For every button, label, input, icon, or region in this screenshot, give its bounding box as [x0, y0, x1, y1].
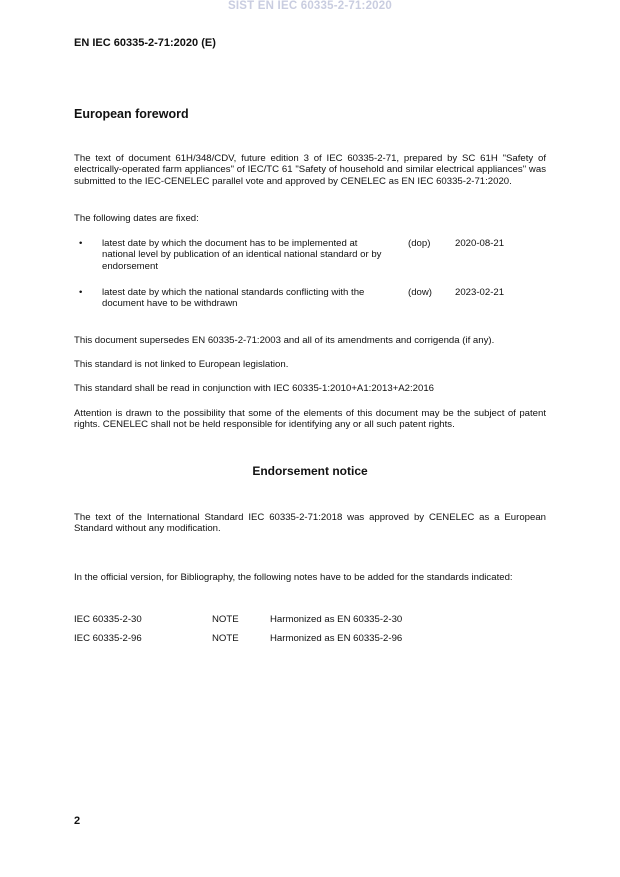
- note-text: Harmonized as EN 60335-2-30: [270, 614, 403, 625]
- bibliography-note-row: [74, 633, 546, 645]
- watermark: SIST EN IEC 60335-2-71:2020: [228, 0, 392, 12]
- conjunction-text: This standard shall be read in conjunction with IEC 60335-1:2010+A1:2013+A2:2016: [74, 383, 435, 394]
- foreword-title: European foreword: [74, 107, 189, 121]
- foreword-section: [74, 107, 189, 121]
- note-standard: IEC 60335-2-30: [74, 614, 142, 625]
- bibliography-note-row: [74, 614, 546, 626]
- date-item-date: 2020-08-21: [455, 238, 505, 249]
- note-label: NOTE: [212, 633, 239, 644]
- bullet: •: [79, 287, 83, 298]
- note-label: NOTE: [212, 614, 239, 625]
- foreword-intro: The text of document 61H/348/CDV, future edition 3 of IEC 60335-2-71, prepared by SC 61H "Safety of electrically-operated farm appliances" of IEC/TC 61 "Safety of household and similar electrical appliances" was submitted to the IEC-CENELEC parallel vote and approved by CENELEC as EN IEC 60335-2-71:2020.: [74, 153, 546, 187]
- bibliography-intro: In the official version, for Bibliography, the following notes have to be added for the standards indicated:: [74, 572, 513, 583]
- dates-intro: The following dates are fixed:: [74, 213, 199, 224]
- date-item-abbr: (dow): [408, 287, 432, 298]
- note-standard: IEC 60335-2-96: [74, 633, 142, 644]
- date-item-abbr: (dop): [408, 238, 431, 249]
- patent-text: Attention is drawn to the possibility that some of the elements of this document may be the subject of patent rights. CENELEC shall not be held responsible for identifying any or all such patent rights.: [74, 408, 546, 431]
- date-item-text: latest date by which the national standards conflicting with the document have to be withdrawn: [102, 287, 365, 310]
- date-item-dop: [74, 238, 546, 274]
- date-item-date: 2023-02-21: [455, 287, 505, 298]
- endorsement-text: The text of the International Standard IEC 60335-2-71:2018 was approved by CENELEC as a European Standard without any modification.: [74, 512, 546, 535]
- note-text: Harmonized as EN 60335-2-96: [270, 633, 403, 644]
- supersedes-text: This document supersedes EN 60335-2-71:2003 and all of its amendments and corrigenda (if any).: [74, 335, 495, 346]
- page-number: 2: [74, 815, 81, 827]
- legislation-text: This standard is not linked to European legislation.: [74, 359, 289, 370]
- endorsement-title: Endorsement notice: [252, 464, 368, 478]
- bullet: •: [79, 238, 83, 249]
- date-item-dow: [74, 287, 546, 311]
- date-item-text: latest date by which the document has to be implemented at national level by publication of an identical national standard or by endorsement: [102, 238, 382, 272]
- document-reference: EN IEC 60335-2-71:2020 (E): [74, 37, 216, 49]
